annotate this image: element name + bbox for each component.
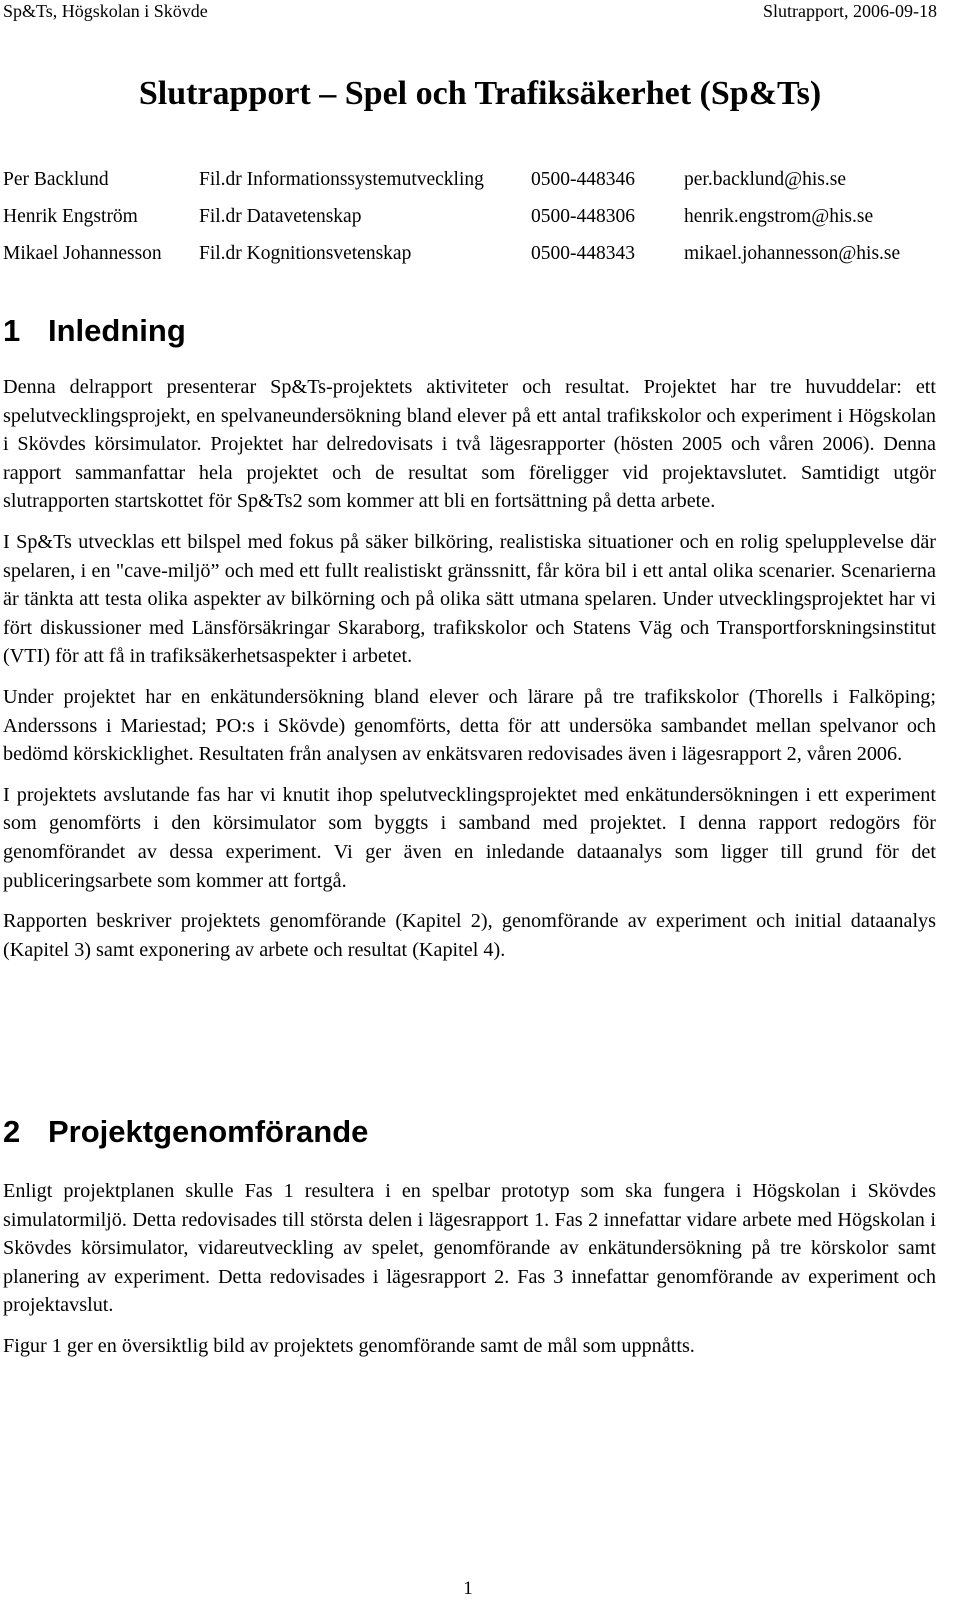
author-email: henrik.engstrom@his.se bbox=[684, 206, 874, 227]
paragraph: I Sp&Ts utvecklas ett bilspel med fokus på säker bilköring, realistiska situationer och en rolig spelupplevelse där spelaren, i en "cave-miljö” och med ett fullt realistiskt gränssnitt, får köra bil i ett antal olika scenarier. Scenarierna är tänkta att testa olika aspekter av bilkörning och på olika sätt utmana spelaren. Under utvecklingsprojektet har vi fört diskussioner med Länsförsäkringar Skaraborg, trafikskolor och Statens Väg och Transportforskningsinstitut (VTI) för att få in trafiksäkerhetsaspekter i arbetet. bbox=[3, 530, 936, 668]
running-header bbox=[3, 0, 937, 24]
paragraph: Rapporten beskriver projektets genomförande (Kapitel 2), genomförande av experiment och initial dataanalys (Kapitel 3) samt exponering av arbete och resultat (Kapitel 4). bbox=[3, 910, 936, 961]
section-number: 2 bbox=[3, 1114, 21, 1149]
author-row bbox=[3, 168, 923, 205]
author-phone: 0500-448343 bbox=[531, 243, 635, 264]
section-body-projektgenomforande bbox=[3, 1177, 936, 1373]
section-number: 1 bbox=[3, 313, 21, 348]
paragraph: Under projektet har en enkätundersökning bland elever och lärare på tre trafikskolor (Thorells i Falköping; Anderssons i Mariestad; PO:s i Skövde) genomförts, detta för att undersöka sambandet mellan spelvanor och bedömd körskicklighet. Resultaten från analysen av enkätsvaren redovisades även i lägesrapport 2, våren 2006. bbox=[3, 685, 936, 766]
author-name: Mikael Johannesson bbox=[3, 243, 162, 264]
paragraph: Enligt projektplanen skulle Fas 1 resultera i en spelbar prototyp som ska fungera i Högskolan i Skövdes simulatormiljö. Detta redovisades till största delen i lägesrapport 1. Fas 2 innefattar vidare arbete med Högskolan i Skövdes körsimulator, vidareutveckling av spelet, genomförande av enkätundersökning på tre körskolor samt planering av experiment. Detta redovisades i lägesrapport 2. Fas 3 innefattar genomförande av experiment och projektavslut. bbox=[3, 1180, 936, 1317]
author-title: Fil.dr Datavetenskap bbox=[199, 206, 362, 227]
section-title: Inledning bbox=[48, 313, 186, 348]
author-title: Fil.dr Informationssystemutveckling bbox=[199, 169, 484, 190]
author-list bbox=[3, 168, 923, 279]
paragraph: I projektets avslutande fas har vi knutit ihop spelutvecklingsprojektet med enkätundersökningen i ett experiment som genomförts i den körsimulator som byggts i samband med projektet. I denna rapport redogörs för genomförandet av dessa experiment. Vi ger även en inledande dataanalys som ligger till grund för det publiceringsarbete som kommer att fortgå. bbox=[3, 783, 936, 892]
header-right: Slutrapport, 2006-09-18 bbox=[763, 1, 937, 21]
author-name: Per Backlund bbox=[3, 169, 109, 190]
author-phone: 0500-448346 bbox=[531, 169, 635, 190]
author-phone: 0500-448306 bbox=[531, 206, 635, 227]
page-number: 1 bbox=[463, 1578, 473, 1599]
author-title: Fil.dr Kognitionsvetenskap bbox=[199, 243, 412, 264]
paragraph: Denna delrapport presenterar Sp&Ts-projektets aktiviteter och resultat. Projektet har tre huvuddelar: ett spelutvecklingsprojekt, en spelvaneundersökning bland elever på ett antal trafikskolor och experiment i Högskolan i Skövdes körsimulator. Projektet har delredovisats i två lägesrapporter (hösten 2005 och våren 2006). Denna rapport sammanfattar hela projektet och de resultat som föreligger vid projektavslutet. Samtidigt utgör slutrapporten startskottet för Sp&Ts2 som kommer att bli en fortsättning på detta arbete. bbox=[3, 376, 936, 513]
author-email: per.backlund@his.se bbox=[684, 169, 847, 190]
author-email: mikael.johannesson@his.se bbox=[684, 243, 901, 264]
section-title: Projektgenomförande bbox=[48, 1114, 369, 1149]
paragraph: Figur 1 ger en översiktlig bild av projektets genomförande samt de mål som uppnåtts. bbox=[3, 1334, 695, 1357]
section-heading-inledning bbox=[3, 311, 186, 351]
author-name: Henrik Engström bbox=[3, 206, 138, 227]
section-body-inledning bbox=[3, 373, 936, 976]
section-heading-projektgenomforande bbox=[3, 1112, 368, 1152]
document-title: Slutrapport – Spel och Trafiksäkerhet (Sp&Ts) bbox=[138, 75, 822, 112]
header-left: Sp&Ts, Högskolan i Skövde bbox=[3, 1, 208, 21]
author-row bbox=[3, 242, 923, 279]
author-row bbox=[3, 205, 923, 242]
